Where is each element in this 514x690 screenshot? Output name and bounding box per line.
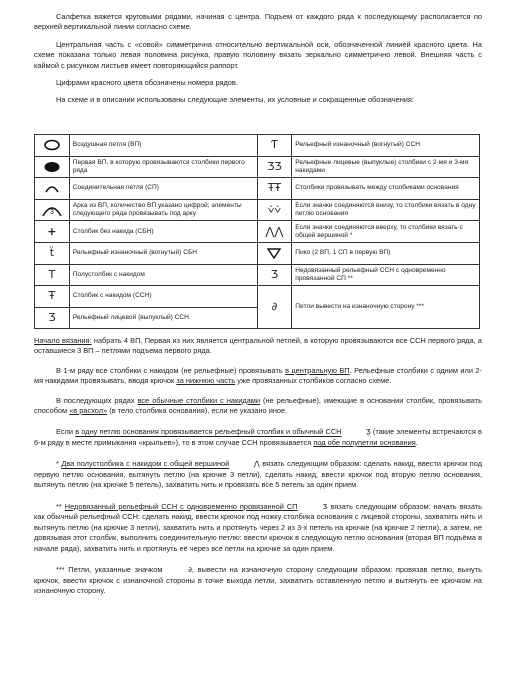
row1-text-a: В 1-м ряду все столбики с накидом (не рельефные) провязывать (56, 365, 286, 375)
legend-left-text: Рельефный лицевой (выпуклый) ССН (69, 307, 257, 329)
intro-paragraph-4: На схеме и в описании использованы следующие элементы, их условные и сокращенные обозначения: (56, 95, 414, 105)
row1-underlined-2: за нижнюю часть (176, 376, 236, 386)
joined-top-icon: ⋀ (253, 459, 260, 469)
start-text: набрать 4 ВП. Первая из них является центральной петлей, в которую провязываются все ССН первого ряда, а оставшиеся 3 ВП – петлями подъема первого ряда. (34, 336, 482, 356)
intro-paragraph-1: Салфетка вяжется круговыми рядами, начиная с центра. Подъем от каждого ряда к последующему располагается по верхней вертикальной линии согласно схеме. (34, 12, 482, 32)
legend-right-text: Пико (2 ВП, 1 СП в первую ВП) (292, 242, 480, 264)
start-paragraph (34, 336, 482, 357)
star3-text-b: , вывести на изнаночную сторону следующим образом: провязав петлю, вынуть крючок, ввести крючок с изнаночной стороны в точке выхода петли, захватить оставленную петлю и вытянуть ее крючком на изнаночную сторону. (34, 565, 482, 595)
dc-between-icon: ŦŦ (257, 178, 292, 200)
legend-right-text: Рельефные лицевые (выпуклые) столбики с 2-мя и 3-мя накидами (292, 156, 480, 178)
row1-text-b: . Рельефные столбики с одним или 2-мя накидами провязывать, вводя крючок (34, 365, 482, 386)
legend-right-text: Если значки соединяются внизу, то столбики вязать в одну петлю основания (292, 199, 480, 221)
star2-marker: ** (56, 501, 65, 511)
legend-left-text: Полустолбик с накидом (69, 264, 257, 286)
relief-front-dc-icon: Ʒ (35, 307, 70, 329)
one-text-a: Если (56, 427, 76, 437)
legend-left-text: Воздушная петля (ВП) (69, 135, 257, 157)
row1-underlined-1: в центральную ВП (285, 365, 350, 375)
start-label: Начало вязания: (34, 336, 92, 345)
arc-number-icon (35, 199, 70, 221)
circle-open-icon (35, 135, 70, 157)
next-text-c: (в тело столбика основания), если не указано иное. (107, 406, 288, 416)
legend-right-text: Рельефный изнаночный (вогнутый) ССН (292, 135, 480, 157)
star1-underlined: Два полустолбика с накидом с общей вершиной (61, 459, 230, 469)
star3-text-a: *** Петли, указанные значком (56, 565, 167, 575)
one-text-c: . (415, 438, 418, 447)
legend-right-text: Столбики провязывать между столбиками основания (292, 178, 480, 200)
legend-right-text: Если значки соединяются вверху, то столбики вязать с общей вершиной * (292, 221, 480, 243)
legend-table (34, 134, 480, 329)
plus-icon: + (35, 221, 70, 243)
loop-back-icon: ∂ (257, 286, 292, 329)
next-text-a: В последующих рядах (56, 395, 138, 405)
legend-left-text: Столбик без накида (СБН) (69, 221, 257, 243)
legend-right-text: Недовязанный рельефный ССН с одновременно провязанной СП ** (292, 264, 480, 286)
legend-left-text: Арка из ВП, количество ВП указано цифрой; элементы следующего ряда провязывать под арку (69, 199, 257, 221)
loop-back-icon: ∂ (188, 564, 192, 574)
intro-paragraph-3: Цифрами красного цвета обозначены номера рядов. (56, 78, 238, 88)
legend-left-text: Первая ВП, в которую провязываются столбики первого ряда (69, 156, 257, 178)
one-text-b: (такие элементы встречаются в 6-м ряду в месте примыкания «крыльев»), то в этом случае ССН провязывается (34, 427, 482, 447)
next-text-b: (не рельефные), имеющие в основании столбик, провязывать способом (34, 395, 482, 416)
unfinished-relief-icon: Ʒ (257, 264, 292, 286)
star2-text: вязать следующим образом: начать вязать как обычный рельефный ССН: сделать накид, ввести крючок под ножку столбика основания с лицевой стороны, захватить нить и вытянуть петлю (на крючке 3 петли), захватить нить и протянуть через 2 из 3-х петель на крючке (на крючке 2 петли), а затем, не довязывая этот столбик, выполнить соединительную петлю: ввести крючок в следующую петлю основания (вторая ВП подъёма в начале ряда), захватить нить и протянуть её через все петли на крючке за один прием. (34, 501, 483, 553)
relief-back-sc-icon: ẗ (35, 242, 70, 264)
intro-section (34, 12, 482, 106)
relief-front-dc-group-icon: ƷƷ (257, 156, 292, 178)
next-rows-paragraph (34, 396, 482, 417)
star1-text: вязать следующим образом: сделать накид, ввести крючок под первую петлю основания, вытянуть петлю (на крючке 3 петли), сделать накид, ввести крючок под вторую петлю основания, вытянуть петлю (на крючке 5 петель), захватить нить и провязать все 5 петель за один прием. (34, 459, 483, 490)
relief-back-dc-icon: Ƭ (257, 135, 292, 157)
joined-bottom-relief-icon: Ʒ̰ (365, 427, 371, 437)
row1-text-c: уже провязанных столбиков согласно схеме. (235, 376, 392, 386)
legend-left-text: Соединительная петля (СП) (69, 178, 257, 200)
joined-top-icon: ⋀⋀ (257, 221, 292, 243)
picot-icon (257, 242, 292, 264)
row1-paragraph (34, 366, 482, 387)
legend-right-text: Петли вывести на изнаночную сторону *** (292, 286, 480, 329)
star1-marker: * (56, 459, 62, 469)
footnote-3-paragraph (34, 565, 482, 596)
joined-bottom-icon: ⩒⩒ (257, 199, 292, 221)
footnote-2-paragraph (34, 502, 482, 554)
intro-paragraph-2: Центральная часть с «совой» симметрична относительно вертикальной оси, обозначенной линией красного цвета. На схеме показана только левая половина рисунка, правую половину вязать зеркально симметрично левой. Внешняя часть с каймой с рисунком листьев имеет повторяющийся раппорт. (34, 39, 482, 70)
half-dc-icon: T (35, 264, 70, 286)
dc-icon: Ŧ (35, 286, 70, 308)
star2-underlined: Недовязанный рельефный ССН с одновременно провязанной СП (64, 501, 298, 511)
instructions-section (34, 336, 482, 596)
arc-icon (35, 178, 70, 200)
one-loop-paragraph (34, 427, 482, 448)
arc-number: 3 (49, 209, 54, 217)
legend-left-text: Рельефный изнаночный (вогнутый) СБН (69, 242, 257, 264)
filled-oval-icon (35, 156, 70, 178)
legend-left-text: Столбик с накидом (ССН) (69, 286, 257, 308)
one-underlined-2: под обе полупетли основания (313, 438, 416, 447)
next-underlined-2: «в расхол» (69, 406, 108, 416)
unfinished-relief-icon: Ʒ (322, 501, 328, 511)
one-underlined-1: в одну петлю основания провязывается рельефный столбик и обычный ССН (75, 427, 342, 437)
next-underlined-1: все обычные столбики с накидами (137, 395, 261, 405)
footnote-1-paragraph (34, 459, 482, 490)
